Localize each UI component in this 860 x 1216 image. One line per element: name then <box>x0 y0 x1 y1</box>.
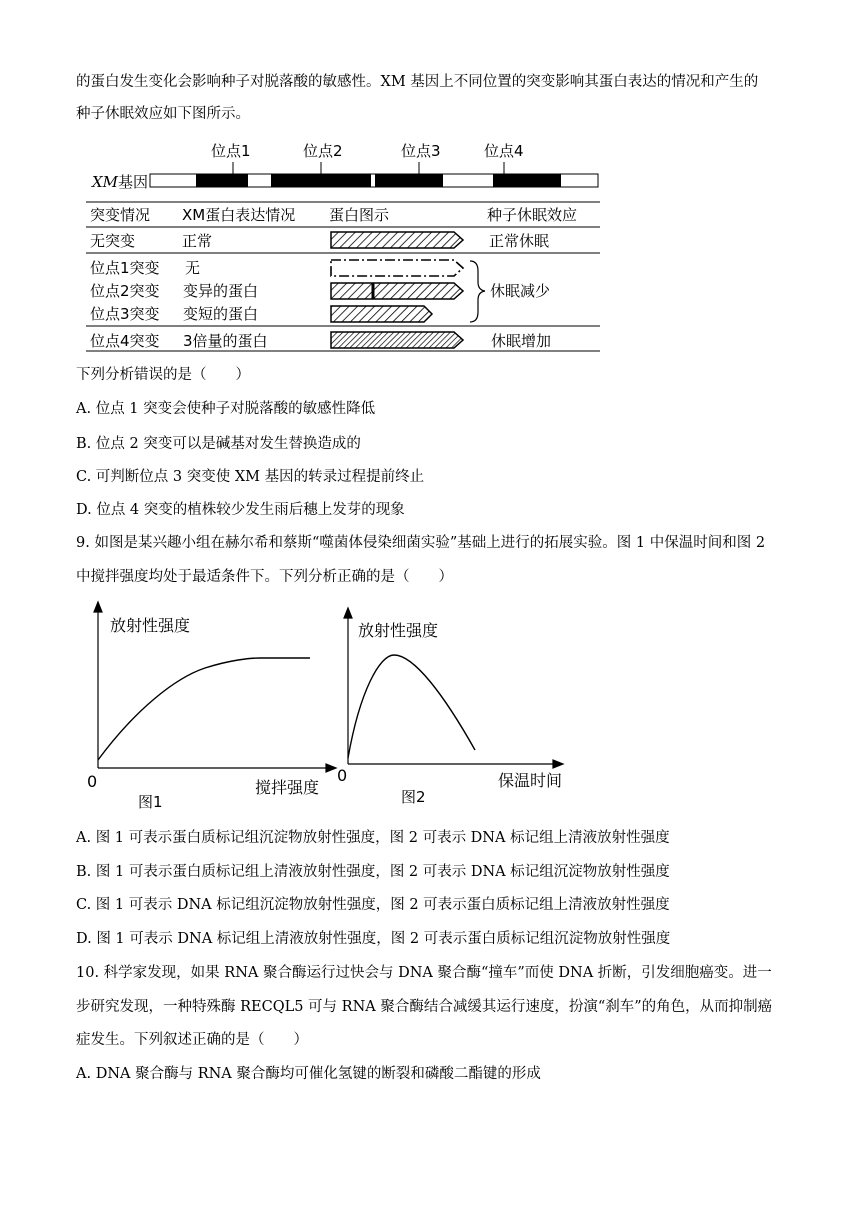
protein-absent <box>331 260 463 276</box>
row-case-none: 无突变 <box>90 232 136 250</box>
site-3-label: 位点3 <box>401 142 441 160</box>
protein-normal <box>331 232 463 248</box>
protein-variant <box>331 283 463 299</box>
exon-1 <box>196 174 248 187</box>
site-4-label: 位点4 <box>484 142 524 160</box>
q9-option-c: C. 图 1 可表示 DNA 标记组沉淀物放射性强度，图 2 可表示蛋白质标记组上清液放射性强度 <box>76 897 670 913</box>
fig2-x-arrow <box>553 760 563 768</box>
fig1-origin: 0 <box>87 772 98 791</box>
q8-option-b: B. 位点 2 突变可以是碱基对发生替换造成的 <box>76 436 361 452</box>
q10-stem-line-1: 10. 科学家发现，如果 RNA 聚合酶运行过快会与 DNA 聚合酶“撞车”而使 DNA 折断，引发细胞癌变。进一 <box>76 965 772 981</box>
fig1-curve <box>98 658 310 760</box>
fig1-caption: 图1 <box>138 793 163 811</box>
row-expression-none: 正常 <box>182 232 213 250</box>
row-expression-site3: 变短的蛋白 <box>183 305 259 323</box>
header-expression: XM蛋白表达情况 <box>182 206 296 224</box>
intro-line-2: 种子休眠效应如下图所示。 <box>76 106 250 122</box>
header-case: 突变情况 <box>90 206 151 224</box>
q8-option-a: A. 位点 1 突变会使种子对脱落酸的敏感性降低 <box>76 401 376 417</box>
row-expression-site1: 无 <box>185 259 201 277</box>
figure-2 <box>332 600 582 815</box>
q9-stem-line-2: 中搅拌强度均处于最适条件下。下列分析正确的是（ ） <box>76 569 453 585</box>
exon-2 <box>271 174 371 187</box>
fig2-origin: 0 <box>337 766 348 785</box>
q9-option-b: B. 图 1 可表示蛋白质标记组上清液放射性强度，图 2 可表示 DNA 标记组沉淀物放射性强度 <box>76 864 670 880</box>
figure-1 <box>80 600 340 815</box>
intro-line-1: 的蛋白发生变化会影响种子对脱落酸的敏感性。XM 基因上不同位置的突变影响其蛋白表达的情况和产生的 <box>76 74 759 90</box>
row-expression-site4: 3倍量的蛋白 <box>183 332 268 350</box>
q8-option-d: D. 位点 4 突变的植株较少发生雨后穗上发芽的现象 <box>76 502 405 518</box>
row-effect-none: 正常休眠 <box>489 232 550 250</box>
header-diagram: 蛋白图示 <box>329 206 390 224</box>
q8-stem: 下列分析错误的是（ ） <box>76 367 250 383</box>
q10-option-a: A. DNA 聚合酶与 RNA 聚合酶均可催化氢键的断裂和磷酸二酯键的形成 <box>76 1066 541 1082</box>
site-2-label: 位点2 <box>303 142 343 160</box>
row-case-site2: 位点2突变 <box>90 282 160 300</box>
fig1-xlabel: 搅拌强度 <box>255 778 320 797</box>
header-effect: 种子休眠效应 <box>487 206 578 224</box>
q9-option-d: D. 图 1 可表示 DNA 标记组上清液放射性强度，图 2 可表示蛋白质标记组沉淀物放射性强度 <box>76 931 671 947</box>
q9-stem-line-1: 9. 如图是某兴趣小组在赫尔希和蔡斯“噬菌体侵染细菌实验”基础上进行的拓展实验。图 1 中保温时间和图 2 <box>76 535 766 551</box>
fig2-y-arrow <box>344 608 352 618</box>
fig2-xlabel: 保温时间 <box>498 771 563 790</box>
gene-label: XM基因 <box>92 173 149 191</box>
fig2-caption: 图2 <box>401 788 426 806</box>
row-case-site3: 位点3突变 <box>90 305 160 323</box>
row-case-site4: 位点4突变 <box>90 332 160 350</box>
q8-option-c: C. 可判断位点 3 突变使 XM 基因的转录过程提前终止 <box>76 469 425 485</box>
row-case-site1: 位点1突变 <box>90 259 160 277</box>
site-1-label: 位点1 <box>211 142 251 160</box>
exon-3 <box>375 174 443 187</box>
fig2-curve <box>348 655 475 758</box>
exon-4 <box>493 174 561 187</box>
q10-stem-line-3: 症发生。下列叙述正确的是（ ） <box>76 1032 308 1048</box>
group-brace <box>470 261 485 322</box>
xm-gene-figure <box>86 136 606 356</box>
group-effect: 休眠减少 <box>490 282 551 300</box>
fig1-ylabel: 放射性强度 <box>110 616 191 635</box>
fig1-y-arrow <box>94 602 102 612</box>
protein-triple <box>331 332 463 348</box>
row-effect-site4: 休眠增加 <box>491 332 552 350</box>
q10-stem-line-2: 步研究发现，一种特殊酶 RECQL5 可与 RNA 聚合酶结合减缓其运行速度，扮演“刹车”的角色，从而抑制癌 <box>76 999 773 1015</box>
row-expression-site2: 变异的蛋白 <box>183 282 259 300</box>
protein-short <box>331 306 432 322</box>
q9-option-a: A. 图 1 可表示蛋白质标记组沉淀物放射性强度，图 2 可表示 DNA 标记组上清液放射性强度 <box>76 830 670 846</box>
fig2-ylabel: 放射性强度 <box>358 621 439 640</box>
